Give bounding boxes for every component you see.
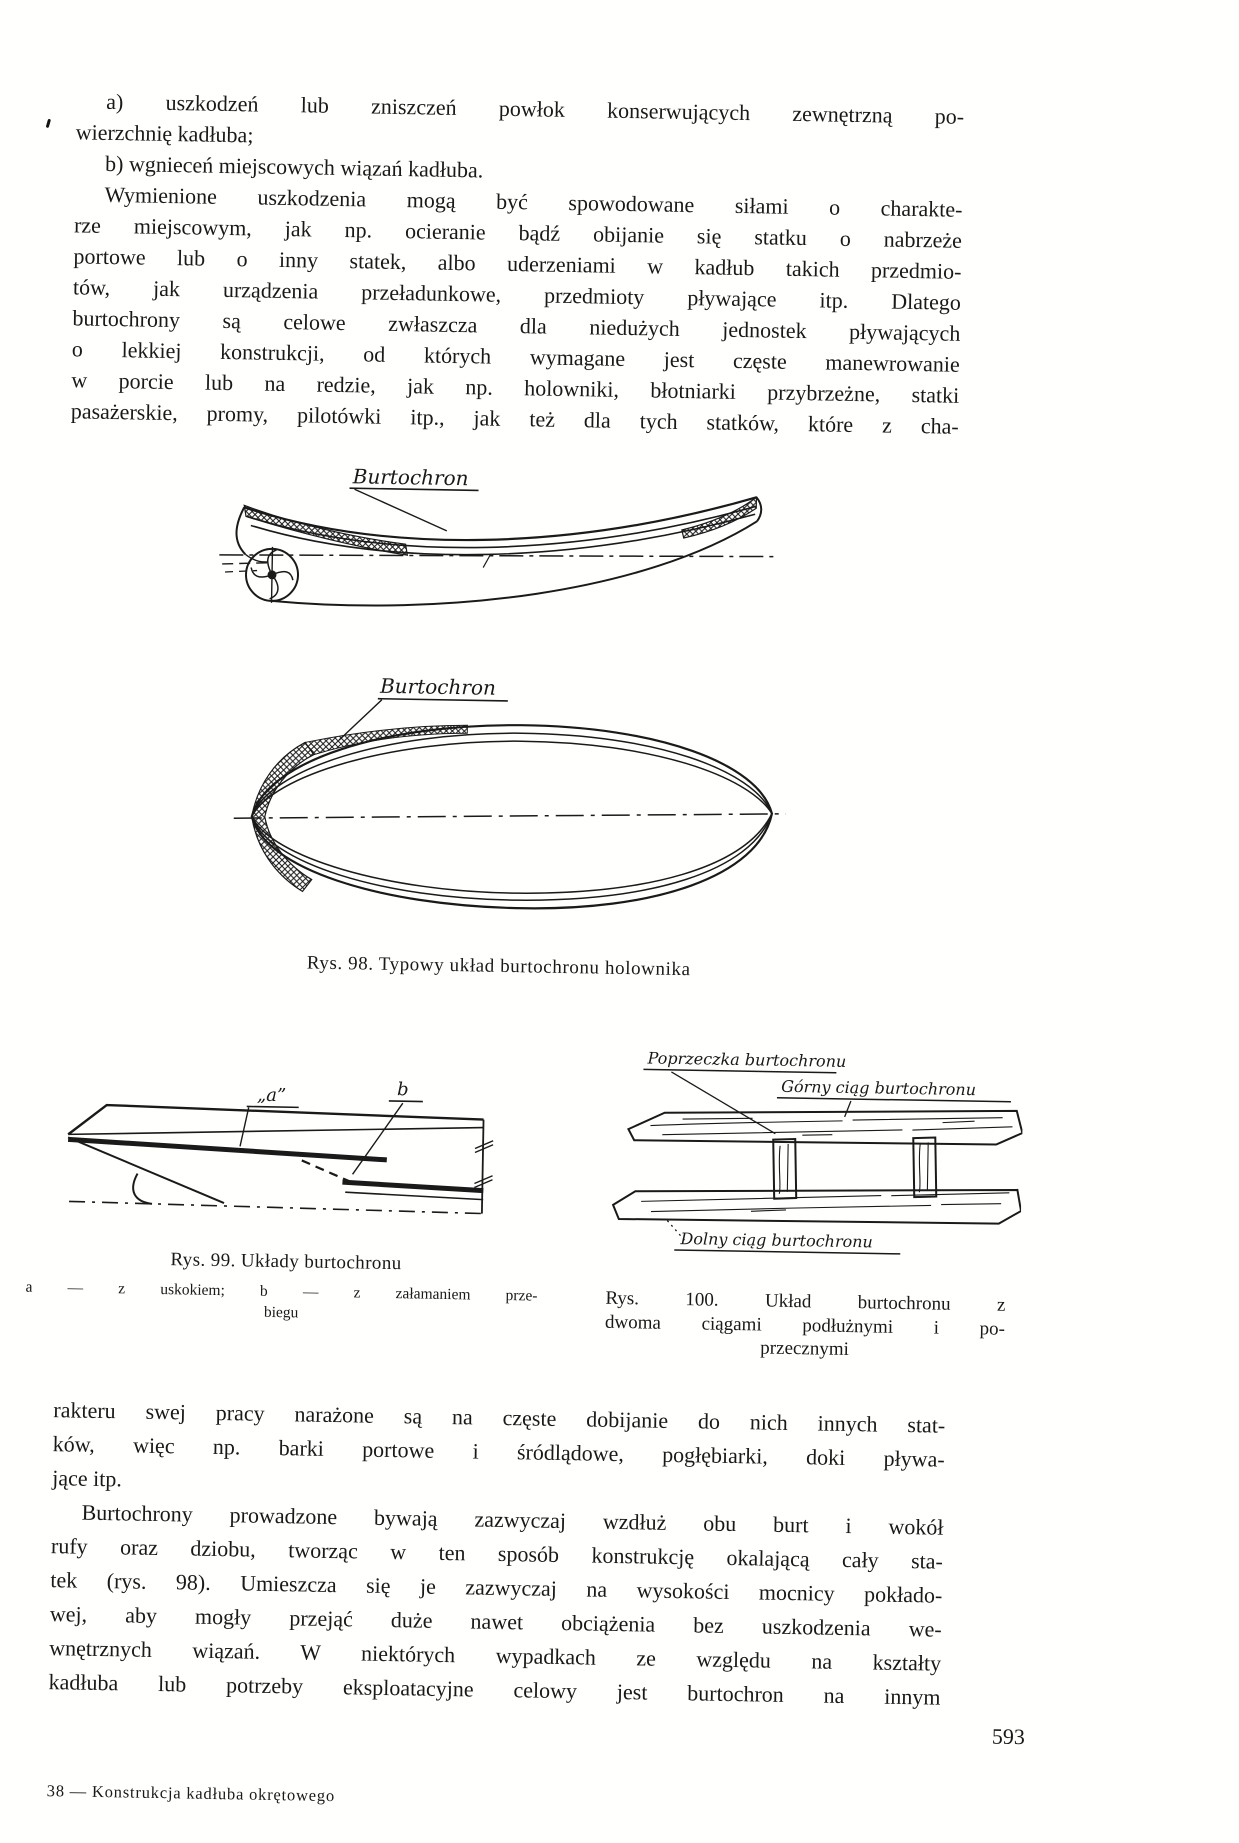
break-mark [475,1140,493,1152]
text-line: pasażerskie, promy, pilotówki itp., jak też dla tych statków, które z cha- [70,398,959,439]
break-mark [474,1175,492,1187]
text-line: o lekkiej konstrukcji, od których wymagane jest częste manewrowanie [71,336,961,377]
text-line: ków, więc np. barki portowe i śródlądowe, pogłębiarki, doki pływa- [52,1431,945,1472]
text-line: b) wgnieceń miejscowych wiązań kadłuba. [104,150,484,183]
body-text-bottom [48,1393,945,1715]
fender-strake-b [342,1182,483,1190]
leader-line [240,1107,249,1146]
paragraph-burtochrony [48,1495,943,1715]
upper-timber [628,1104,1023,1147]
wood-grain [650,1112,1012,1141]
mark-a-label: „a” [256,1084,287,1107]
fender-break-dashed [301,1160,349,1181]
paragraph-continuation [52,1393,946,1511]
figure-98-caption: Rys. 98. Typowy układ burtochronu holownika [306,952,691,981]
text-line: tek (rys. 98). Umieszcza się je zazwyczaj na wysokości mocnicy pokłado- [50,1567,943,1608]
text-line: w porcie lub na redzie, jak np. holowniki, błotniarki przybrzeżne, statki [71,367,960,408]
figure-99-drawing [48,1059,531,1253]
figure-98-side-view-drawing [214,457,782,657]
tug-side-view [219,486,775,613]
page-number: 593 [991,1723,1026,1750]
text-line: kadłuba lub potrzeby eksploatacyjne celowy jest burtochron na innym [48,1669,941,1710]
text-line: jące itp. [52,1465,123,1492]
text-line: rakteru swej pracy narażone są na częste dobijanie do nich innych stat- [53,1397,946,1438]
text-line: Rys. 100. Układ burtochronu z [605,1287,1006,1316]
fender-strake-b-edge [345,1192,483,1199]
baseline-dashdot [69,1201,487,1213]
fender-line-bottom [250,805,772,905]
wave-curve [133,1174,153,1204]
label-underline [247,1106,299,1107]
text-line: burtochrony są celowe zwłaszcza dla niedużych jednostek pływających [72,305,961,346]
body-text-top [71,85,965,441]
figure-100-drawing [600,1033,1024,1285]
text-line: rze miejscowym, jak np. ocieranie bądź obijanie się statku o nabrzeże [73,212,963,253]
crosspiece-label: Poprzeczka burtochronu [647,1048,847,1071]
text-line: portowe lub o inny statek, albo uderzeniami w kadłub takich przedmio- [73,243,962,284]
waterline [219,547,773,565]
text-line: Wymienione uszkodzenia mogą być spowodowane siłami o charakte- [104,181,963,222]
wood-grain [919,1142,928,1192]
tug-plan-view [232,696,788,913]
leader-line [354,489,448,531]
section-break-edge [482,1120,484,1214]
fender-label-side: Burtochron [352,464,469,491]
text-line: Burtochrony prowadzone bywają zazwyczaj wzdłuż obu burt i wokół [81,1499,944,1540]
paragraph-intro [71,178,963,441]
figure-99-subcaption [25,1277,538,1328]
centerline [234,804,786,828]
upper-run-label: Górny ciąg burtochronu [780,1076,977,1100]
text-line: wierzchnię kadłuba; [75,119,254,148]
keel-line [272,513,758,613]
label-underline [389,1101,423,1102]
mark-b-label: b [396,1079,409,1101]
text-line: wnętrznych wiązań. W niektórych wypadkach ze względu na kształty [49,1635,942,1676]
crosspiece-post [912,1137,937,1197]
text-line: a — z uskokiem; b — z załamaniem prze- [25,1278,538,1305]
footer-signature: 38 — Konstrukcja kadłuba okrętowego [46,1781,336,1806]
figure-100-caption [604,1287,1005,1364]
text-line: biegu [263,1303,299,1322]
text-line: a) uszkodzeń lub zniszczeń powłok konserwujących zewnętrzną po- [106,88,965,129]
text-line: przecznymi [760,1337,850,1361]
text-line: rufy oraz dziobu, tworząc w ten sposób konstrukcję okalającą cały sta- [50,1533,944,1574]
fender-top-line [247,497,757,552]
wood-grain [779,1144,788,1194]
frame-tick [483,555,490,568]
leader-line [353,1102,403,1175]
deck-edge [68,1104,483,1141]
stern-profile [236,507,246,554]
waterline-dash [222,562,267,565]
bow-fender-sketch [67,1095,494,1213]
fender-hatch-side-plan [305,722,468,757]
deck-lower-edge [68,1120,483,1141]
scan-artifact [46,119,51,128]
figure-99-caption: Rys. 99. Układy burtochronu [170,1249,402,1275]
lower-run-label: Dolny ciąg burtochronu [680,1229,873,1252]
fender-label-plan: Burtochron [379,673,497,700]
text-line: tów, jak urządzenia przeładunkowe, przedmioty pływające itp. Dlatego [72,274,962,315]
text-line: wej, aby mogły przejąć duże nawet obciążenia bez uszkodzenia we- [49,1601,942,1642]
figure-98-plan-view-drawing [206,652,795,924]
text-line: dwoma ciągami podłużnymi i po- [604,1311,1006,1340]
leader-line [845,1101,851,1117]
